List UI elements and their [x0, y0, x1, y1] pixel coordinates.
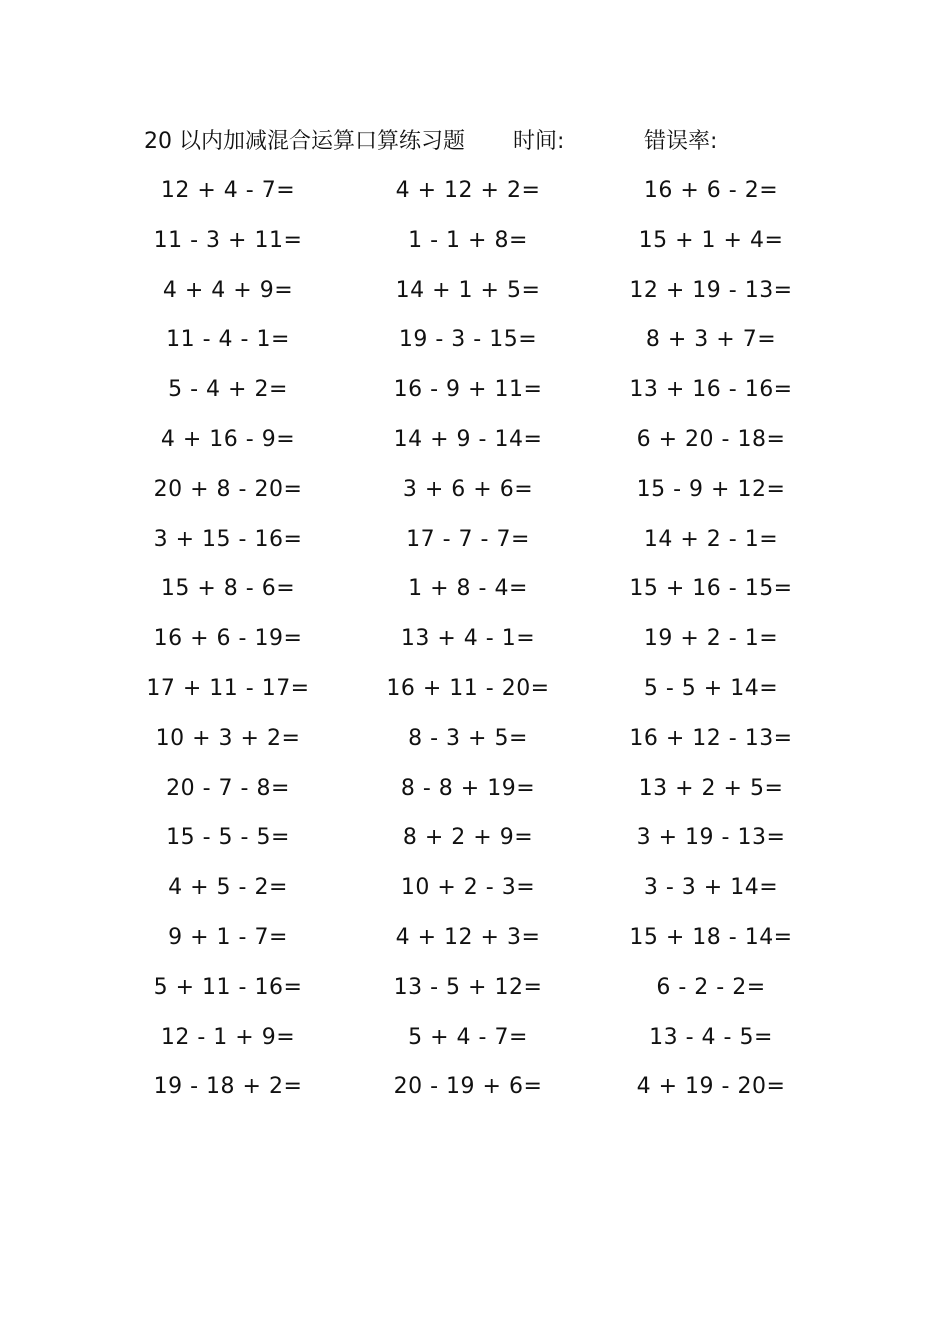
math-problem: 5 - 5 + 14=: [643, 675, 779, 701]
math-problem: 8 - 8 + 19=: [400, 775, 536, 801]
math-problem: 16 + 6 - 19=: [153, 626, 303, 652]
problem-row: [0, 815, 950, 865]
math-problem: 16 + 11 - 20=: [386, 675, 550, 701]
math-problem: 17 + 11 - 17=: [146, 675, 310, 701]
math-problem: 9 + 1 - 7=: [168, 924, 288, 950]
math-problem: 4 + 12 + 3=: [395, 924, 541, 950]
problem-row: [0, 965, 950, 1015]
math-problem: 13 + 16 - 16=: [629, 377, 793, 403]
problem-row: [0, 716, 950, 766]
math-problem: 19 - 3 - 15=: [398, 327, 538, 353]
problem-row: [0, 517, 950, 567]
math-problem: 4 + 4 + 9=: [162, 277, 294, 303]
math-problem: 19 + 2 - 1=: [643, 626, 779, 652]
math-problem: 4 + 5 - 2=: [168, 875, 288, 901]
math-problem: 17 - 7 - 7=: [406, 526, 530, 552]
math-problem: 20 - 7 - 8=: [166, 775, 290, 801]
problem-row: [0, 915, 950, 965]
math-problem: 5 + 11 - 16=: [153, 974, 303, 1000]
problem-row: [0, 268, 950, 318]
math-problem: 11 - 3 + 11=: [153, 227, 303, 253]
math-problem: 10 + 3 + 2=: [155, 725, 301, 751]
problem-row: [0, 467, 950, 517]
math-problem: 8 + 2 + 9=: [402, 825, 534, 851]
math-problem: 3 - 3 + 14=: [643, 875, 779, 901]
math-problem: 20 - 19 + 6=: [393, 1074, 543, 1100]
math-problem: 14 + 1 + 5=: [395, 277, 541, 303]
problem-row: [0, 1064, 950, 1114]
math-problem: 4 + 16 - 9=: [160, 426, 296, 452]
math-problem: 3 + 19 - 13=: [636, 825, 786, 851]
math-problem: 16 + 6 - 2=: [643, 178, 779, 203]
problem-row: [0, 566, 950, 616]
math-problem: 8 - 3 + 5=: [408, 725, 528, 751]
math-problem: 4 + 12 + 2=: [395, 178, 541, 203]
math-problem: 16 - 9 + 11=: [393, 377, 543, 403]
page-title: 20 以内加减混合运算口算练习题: [144, 129, 465, 154]
math-problem: 15 + 1 + 4=: [638, 227, 784, 253]
math-problem: 6 - 2 - 2=: [656, 974, 766, 1000]
problem-row: [0, 367, 950, 417]
math-problem: 5 + 4 - 7=: [408, 1024, 528, 1050]
math-problem: 3 + 6 + 6=: [402, 476, 534, 502]
math-problem: 12 + 19 - 13=: [629, 277, 793, 303]
math-problem: 11 - 4 - 1=: [166, 327, 290, 353]
math-problem: 1 - 1 + 8=: [408, 227, 528, 253]
problem-row: [0, 865, 950, 915]
math-problem: 12 + 4 - 7=: [160, 178, 296, 203]
time-label: 时间:: [513, 129, 565, 154]
math-problem: 3 + 15 - 16=: [153, 526, 303, 552]
math-problem: 14 + 2 - 1=: [643, 526, 779, 552]
math-problem: 15 + 16 - 15=: [629, 576, 793, 602]
problem-row: [0, 317, 950, 367]
math-problem: 20 + 8 - 20=: [153, 476, 303, 502]
math-problem: 15 + 18 - 14=: [629, 924, 793, 950]
math-problem: 12 - 1 + 9=: [160, 1024, 296, 1050]
math-problem: 8 + 3 + 7=: [645, 327, 777, 353]
math-problem: 1 + 8 - 4=: [408, 576, 528, 602]
math-problem: 10 + 2 - 3=: [400, 875, 536, 901]
math-problem: 15 + 8 - 6=: [160, 576, 296, 602]
problem-grid: [0, 168, 950, 1114]
math-problem: 16 + 12 - 13=: [629, 725, 793, 751]
math-problem: 13 + 2 + 5=: [638, 775, 784, 801]
problem-row: [0, 168, 950, 218]
problem-row: [0, 766, 950, 816]
math-problem: 13 - 5 + 12=: [393, 974, 543, 1000]
problem-row: [0, 616, 950, 666]
math-problem: 15 - 5 - 5=: [166, 825, 290, 851]
math-problem: 15 - 9 + 12=: [636, 476, 786, 502]
math-problem: 19 - 18 + 2=: [153, 1074, 303, 1100]
math-problem: 13 - 4 - 5=: [649, 1024, 773, 1050]
worksheet-header: [144, 124, 844, 160]
math-problem: 5 - 4 + 2=: [168, 377, 288, 403]
math-problem: 14 + 9 - 14=: [393, 426, 543, 452]
error-rate-label: 错误率:: [644, 129, 718, 154]
problem-row: [0, 666, 950, 716]
problem-row: [0, 417, 950, 467]
math-problem: 4 + 19 - 20=: [636, 1074, 786, 1100]
problem-row: [0, 218, 950, 268]
math-problem: 6 + 20 - 18=: [636, 426, 786, 452]
math-problem: 13 + 4 - 1=: [400, 626, 536, 652]
problem-row: [0, 1015, 950, 1065]
